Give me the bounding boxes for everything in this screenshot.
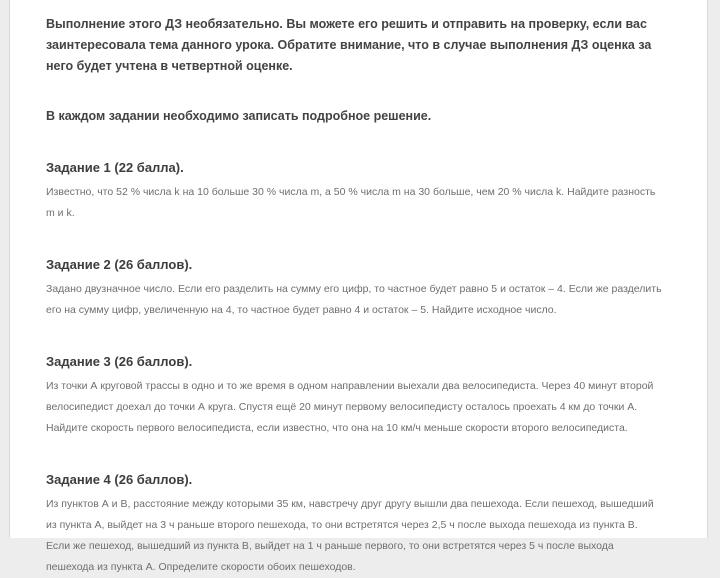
task-body: Известно, что 52 % числа k на 10 больше 30 % числа m, а 50 % числа m на 30 больше, чем 20 % числа k. Найдите разность m и k. [46,186,656,219]
task-section-4 [46,469,663,578]
task-body: Из точки А круговой трассы в одно и то же время в одном направлении выехали два велосипедиста. Через 40 минут второй велосипедист доехал до точки А круга. Спустя ещё 20 минут первому велосипедисту осталось проехать 4 км до точки А. Найдите скорость первого велосипедиста, если известно, что она на 10 км/ч меньше скорости второго велосипедиста. [46,380,654,434]
homework-note-paragraph: В каждом задании необходимо записать подробное решение. [46,109,432,123]
task-title: Задание 1 (22 балла). [46,160,184,175]
task-section-1 [46,157,663,224]
task-body: Из пунктов А и В, расстояние между которыми 35 км, навстречу друг другу вышли два пешехода. Если пешеход, вышедший из пункта А, выйдет на 3 ч раньше второго пешехода, то они встретятся через 2,5 ч после выхода пешехода из пункта В. Если же пешеход, вышедший из пункта В, выйдет на 1 ч раньше первого, то они встретятся через 5 ч после выхода пешехода из пункта А. Определите скорости обоих пешеходов. [46,498,654,573]
task-body: Задано двузначное число. Если его разделить на сумму его цифр, то частное будет равно 5 и остаток – 4. Если же разделить его на сумму цифр, увеличенную на 4, то частное будет равно 4 и остаток – 5. Найдите исходное число. [46,283,662,316]
task-title: Задание 3 (26 баллов). [46,354,193,369]
task-title: Задание 4 (26 баллов). [46,472,193,487]
homework-content-card [9,0,708,573]
task-section-3 [46,351,663,439]
task-section-2 [46,254,663,321]
task-title: Задание 2 (26 баллов). [46,257,193,272]
homework-intro-paragraph: Выполнение этого ДЗ необязательно. Вы можете его решить и отправить на проверку, если вас заинтересовала тема данного урока. Обратите внимание, что в случае выполнения ДЗ оценка за него будет учтена в четвертной оценке. [46,17,652,73]
